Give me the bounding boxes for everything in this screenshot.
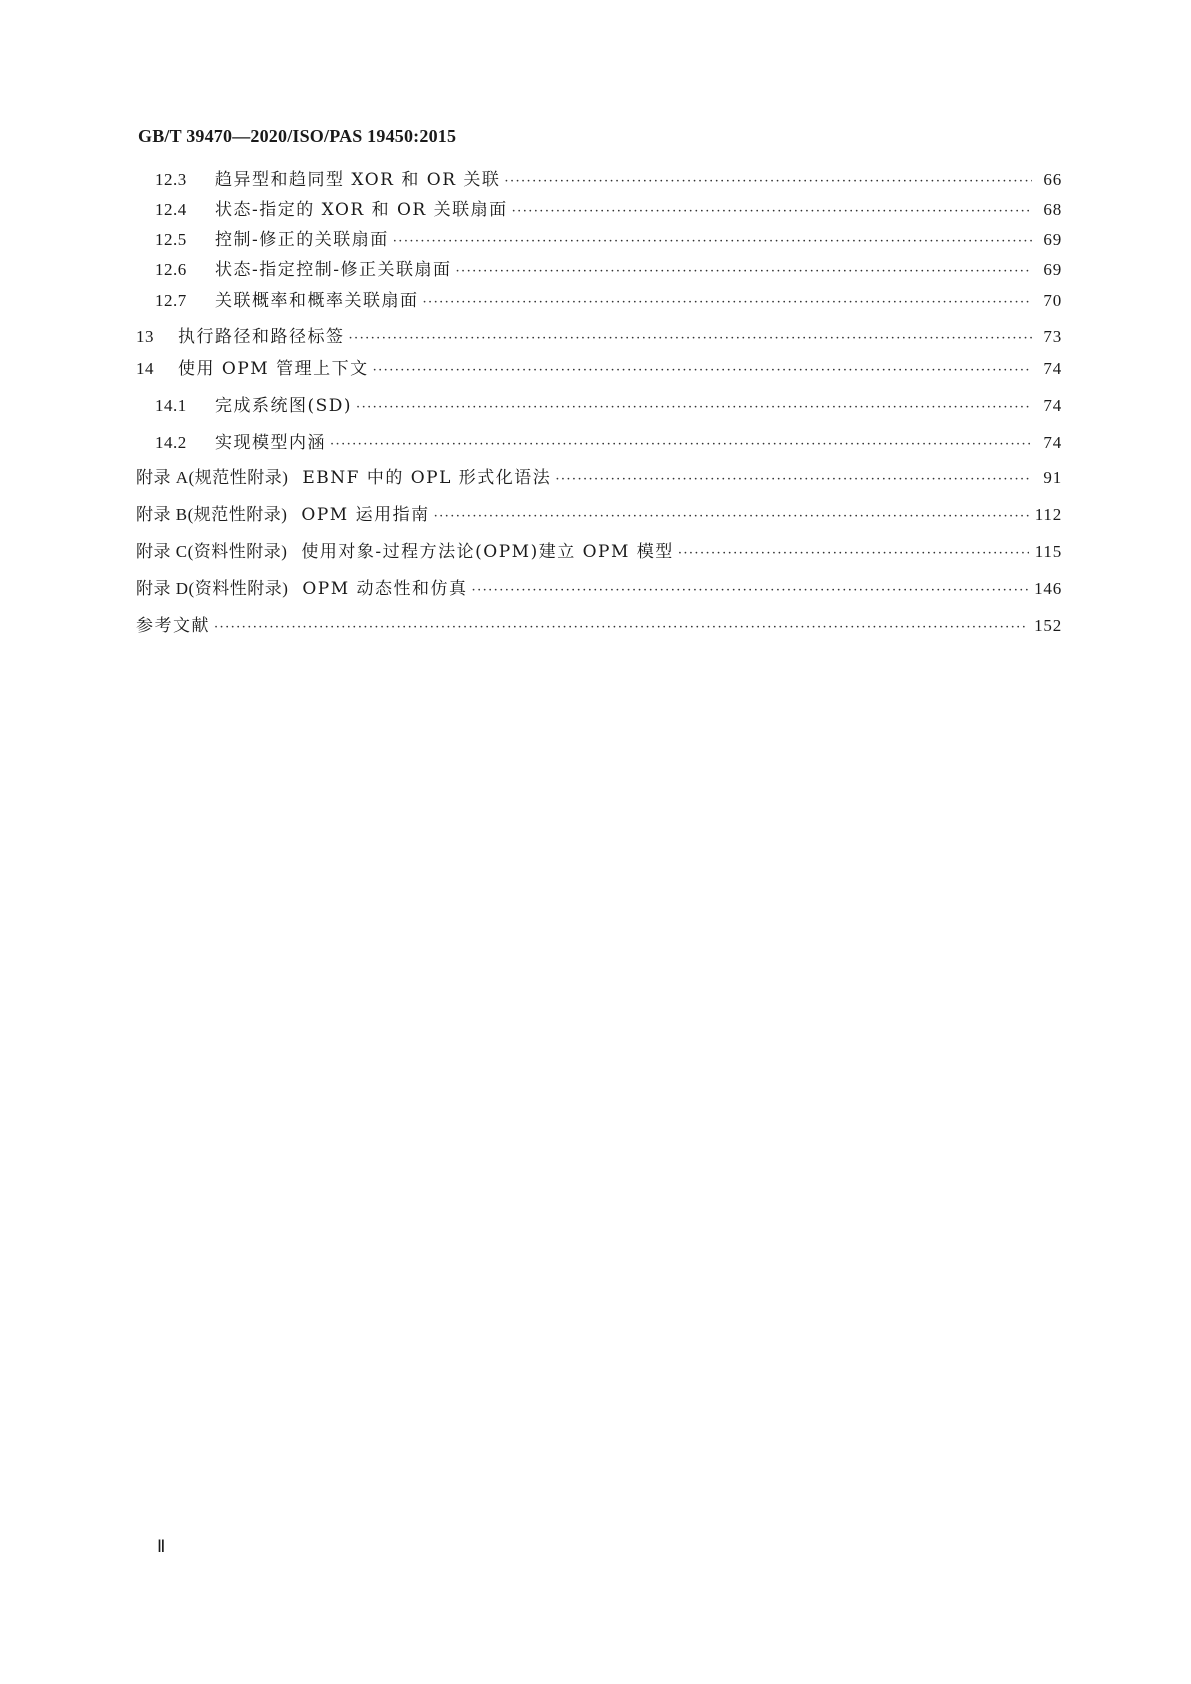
toc-leader-dots <box>555 468 1032 492</box>
toc-entry-page: 115 <box>1034 542 1062 561</box>
toc-entry-number: 12.4 <box>155 200 187 219</box>
toc-leader-dots <box>434 505 1029 529</box>
toc-entry-number: 14.1 <box>155 396 187 415</box>
toc-entry-number: 12.3 <box>155 170 187 189</box>
toc-entry-number: 14 <box>136 359 154 378</box>
toc-leader-dots <box>373 359 1032 383</box>
toc-entry-number: 12.7 <box>155 291 187 310</box>
toc-leader-dots <box>512 200 1032 224</box>
toc-entry-title: OPM 运用指南 <box>301 505 430 525</box>
toc-entry-number: 12.6 <box>155 260 187 279</box>
toc-leader-dots <box>349 327 1033 351</box>
toc-leader-dots <box>456 260 1033 284</box>
toc-entry-page: 69 <box>1043 230 1062 249</box>
toc-entry-page: 70 <box>1043 291 1062 310</box>
toc-entry-title: 使用 OPM 管理上下文 <box>178 359 369 379</box>
toc-entry-title: 使用对象-过程方法论(OPM)建立 OPM 模型 <box>301 542 674 562</box>
toc-entry-title: 状态-指定的 XOR 和 OR 关联扇面 <box>215 200 508 220</box>
toc-entry-page: 74 <box>1043 433 1062 452</box>
toc-entry[interactable] <box>136 614 1062 638</box>
toc-entry-title: 参考文献 <box>136 616 210 636</box>
toc-entry-title: 关联概率和概率关联扇面 <box>215 291 419 311</box>
document-header: GB/T 39470—2020/ISO/PAS 19450:2015 <box>138 126 457 146</box>
toc-entry-page: 74 <box>1043 396 1062 415</box>
toc-entry[interactable] <box>136 540 1062 564</box>
toc-entry[interactable] <box>155 258 1062 282</box>
toc-leader-dots <box>356 396 1032 420</box>
toc-entry-page: 68 <box>1043 200 1062 219</box>
toc-entry-number: 附录 C(资料性附录) <box>136 542 288 561</box>
toc-entry-number: 12.5 <box>155 230 187 249</box>
toc-entry-title: 控制-修正的关联扇面 <box>215 230 389 250</box>
toc-entry[interactable] <box>155 394 1062 418</box>
toc-entry-page: 73 <box>1043 327 1062 346</box>
page-number: Ⅱ <box>157 1537 166 1556</box>
toc-entry[interactable] <box>136 325 1062 349</box>
toc-leader-dots <box>678 542 1029 566</box>
toc-entry-page: 152 <box>1034 616 1062 635</box>
toc-entry-title: 状态-指定控制-修正关联扇面 <box>215 260 452 280</box>
toc-entry-number: 14.2 <box>155 433 187 452</box>
toc-entry-title: 实现模型内涵 <box>215 433 326 453</box>
toc-leader-dots <box>472 579 1029 603</box>
toc-entry-title: 完成系统图(SD) <box>215 396 353 416</box>
toc-entry-title: OPM 动态性和仿真 <box>302 579 468 599</box>
toc-entry[interactable] <box>155 168 1062 192</box>
toc-entry-page: 112 <box>1034 505 1062 524</box>
toc-entry-number: 附录 D(资料性附录) <box>136 579 289 598</box>
toc-entry-title: 趋异型和趋同型 XOR 和 OR 关联 <box>215 170 501 190</box>
toc-leader-dots <box>330 433 1032 457</box>
toc-entry-number: 附录 A(规范性附录) <box>136 468 289 487</box>
toc-entry-number: 13 <box>136 327 154 346</box>
toc-entry-page: 146 <box>1034 579 1062 598</box>
toc-entry[interactable] <box>136 577 1062 601</box>
toc-entry[interactable] <box>136 466 1062 490</box>
toc-entry[interactable] <box>155 289 1062 313</box>
toc-entry[interactable] <box>155 431 1062 455</box>
toc-entry-page: 91 <box>1043 468 1062 487</box>
toc-leader-dots <box>423 291 1033 315</box>
toc-entry-page: 74 <box>1043 359 1062 378</box>
toc-entry-title: 执行路径和路径标签 <box>178 327 345 347</box>
toc-entry-title: EBNF 中的 OPL 形式化语法 <box>302 468 552 488</box>
toc-entry[interactable] <box>136 503 1062 527</box>
toc-leader-dots <box>504 170 1032 194</box>
toc-entry[interactable] <box>155 228 1062 252</box>
toc-entry[interactable] <box>155 198 1062 222</box>
toc-entry-page: 69 <box>1043 260 1062 279</box>
toc-leader-dots <box>393 230 1032 254</box>
toc-entry-number: 附录 B(规范性附录) <box>136 505 288 524</box>
toc-entry-page: 66 <box>1043 170 1062 189</box>
toc-leader-dots <box>214 616 1028 640</box>
toc-entry[interactable] <box>136 357 1062 381</box>
